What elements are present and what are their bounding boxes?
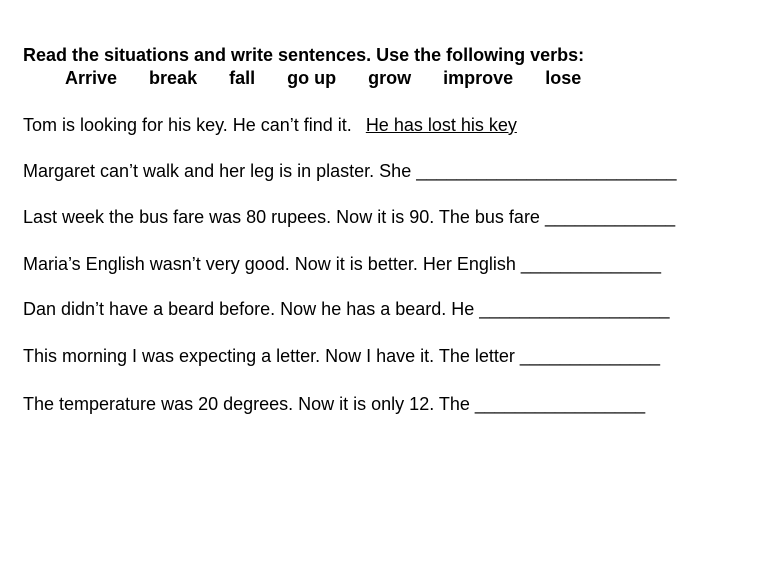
verb-improve: improve — [443, 68, 514, 88]
example-prompt: Tom is looking for his key. He can’t find it. — [23, 115, 352, 135]
exercise-sentence-1 — [23, 160, 677, 182]
exercise-sentence-3 — [23, 253, 661, 275]
answer-blank[interactable]: __________________________ — [416, 161, 677, 181]
sentence-prompt: The temperature was 20 degrees. Now it is only 12. The — [23, 394, 475, 414]
answer-blank[interactable]: _____________ — [544, 207, 676, 227]
answer-blank[interactable]: ______________ — [519, 346, 661, 366]
example-answer: He has lost his key — [365, 115, 517, 135]
answer-blank[interactable]: ______________ — [520, 254, 662, 274]
verb-arrive: Arrive — [65, 68, 118, 88]
example-sentence — [23, 114, 517, 136]
exercise-sentence-5 — [23, 345, 660, 367]
verb-break: break — [149, 68, 198, 88]
sentence-prompt: Maria’s English wasn’t very good. Now it is better. Her English — [23, 254, 521, 274]
verb-list — [65, 67, 581, 89]
verb-go-up: go up — [287, 68, 337, 88]
verb-fall: fall — [229, 68, 256, 88]
sentence-prompt: Margaret can’t walk and her leg is in plaster. She — [23, 161, 417, 181]
instruction-heading: Read the situations and write sentences. Use the following verbs: — [23, 45, 585, 65]
exercise-sentence-2 — [23, 206, 675, 228]
sentence-prompt: This morning I was expecting a letter. Now I have it. The letter — [23, 346, 520, 366]
sentence-prompt: Dan didn’t have a beard before. Now he has a beard. He — [23, 299, 480, 319]
answer-blank[interactable]: _________________ — [474, 394, 646, 414]
verb-grow: grow — [368, 68, 412, 88]
exercise-sentence-6 — [23, 393, 645, 415]
answer-blank[interactable]: ___________________ — [479, 299, 670, 319]
verb-lose: lose — [545, 68, 582, 88]
exercise-sentence-4 — [23, 298, 670, 320]
sentence-prompt: Last week the bus fare was 80 rupees. Now it is 90. The bus fare — [23, 207, 545, 227]
